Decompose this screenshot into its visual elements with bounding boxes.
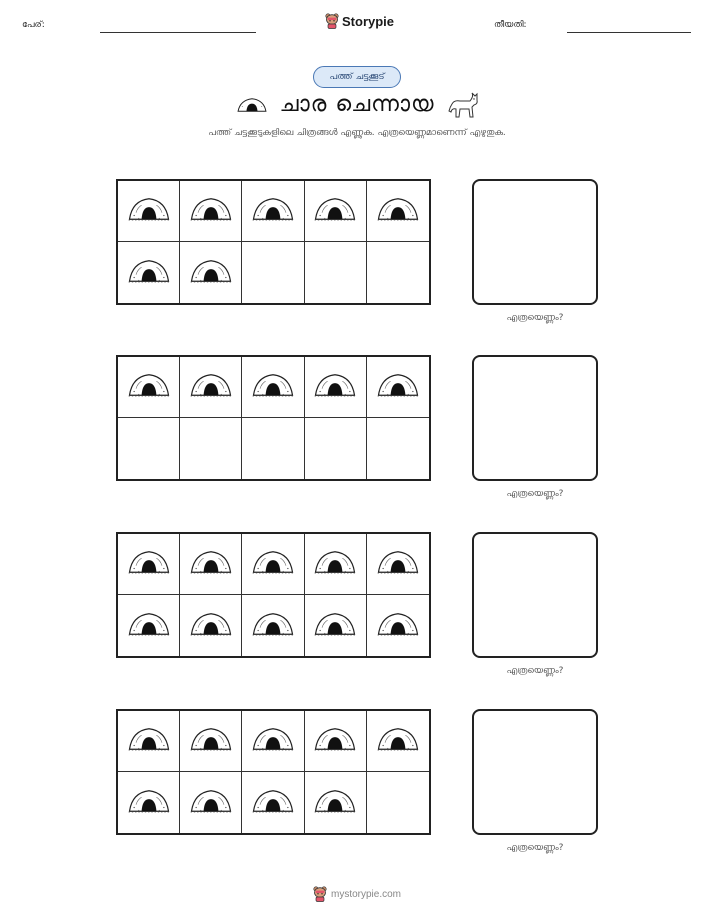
ten-frame-cell [367, 242, 429, 303]
ten-frame-cell [242, 711, 304, 772]
ten-frame-cell [118, 418, 180, 479]
cave-icon [127, 611, 171, 641]
ten-frame-cell [118, 772, 180, 833]
cave-icon [376, 196, 420, 226]
name-line[interactable] [100, 32, 256, 33]
cave-icon [251, 726, 295, 756]
answer-box[interactable] [472, 709, 598, 835]
ten-frame-cell [242, 181, 304, 242]
cave-icon [127, 726, 171, 756]
cave-icon [189, 372, 233, 402]
name-label: പേര്: [22, 20, 45, 30]
ten-frame-cell [367, 595, 429, 656]
ten-frame-cell [367, 357, 429, 418]
ten-frame-cell [305, 181, 367, 242]
ten-frame-cell [118, 711, 180, 772]
cave-icon [189, 196, 233, 226]
footer [0, 886, 714, 902]
cave-icon [251, 196, 295, 226]
bear-mascot-icon [313, 886, 327, 902]
cave-icon [189, 726, 233, 756]
cave-icon [251, 372, 295, 402]
brand-logo [325, 13, 394, 29]
cave-icon [127, 372, 171, 402]
ten-frame-cell [242, 418, 304, 479]
ten-frame-cell [180, 181, 242, 242]
ten-frame-cell [242, 357, 304, 418]
ten-frame-cell [180, 357, 242, 418]
cave-icon [189, 549, 233, 579]
cave-icon [127, 258, 171, 288]
ten-frame [116, 355, 431, 481]
cave-icon [313, 549, 357, 579]
ten-frame-cell [305, 772, 367, 833]
ten-frame-cell [305, 534, 367, 595]
ten-frame-cell [242, 595, 304, 656]
ten-frame [116, 532, 431, 658]
ten-frame-cell [180, 418, 242, 479]
footer-url: mystorypie.com [330, 888, 401, 900]
ten-frame-cell [305, 418, 367, 479]
how-many-label: എത്രയെണ്ണം? [506, 489, 564, 499]
worksheet-tag: പത്ത് ചട്ടക്കൂട് [313, 66, 401, 88]
ten-frame-cell [118, 242, 180, 303]
ten-frame-cell [118, 534, 180, 595]
wolf-icon [446, 90, 480, 122]
how-many-label: എത്രയെണ്ണം? [506, 666, 564, 676]
cave-icon [376, 372, 420, 402]
ten-frame-cell [367, 418, 429, 479]
cave-icon [251, 788, 295, 818]
bear-mascot-icon [325, 13, 339, 29]
how-many-label: എത്രയെണ്ണം? [506, 843, 564, 853]
ten-frame-cell [367, 772, 429, 833]
ten-frame-cell [180, 242, 242, 303]
answer-box[interactable] [472, 179, 598, 305]
date-label: തീയതി: [494, 20, 527, 30]
cave-icon [189, 258, 233, 288]
ten-frame-cell [367, 181, 429, 242]
brand-name: Storypie [342, 13, 395, 29]
ten-frame-cell [242, 534, 304, 595]
cave-icon [251, 611, 295, 641]
ten-frame-cell [242, 242, 304, 303]
cave-icon [189, 788, 233, 818]
ten-frame-cell [367, 534, 429, 595]
cave-icon [127, 196, 171, 226]
cave-icon [127, 549, 171, 579]
ten-frame-cell [180, 711, 242, 772]
ten-frame [116, 709, 431, 835]
ten-frame-cell [180, 534, 242, 595]
date-line[interactable] [567, 32, 691, 33]
cave-icon [376, 726, 420, 756]
cave-icon [251, 549, 295, 579]
ten-frame-cell [367, 711, 429, 772]
cave-icon [313, 788, 357, 818]
ten-frame-cell [305, 711, 367, 772]
ten-frame-cell [180, 595, 242, 656]
how-many-label: എത്രയെണ്ണം? [506, 313, 564, 323]
ten-frame-cell [305, 242, 367, 303]
cave-icon [313, 611, 357, 641]
page-title: ചാര ചെന്നായ [279, 92, 435, 117]
ten-frame [116, 179, 431, 305]
ten-frame-cell [180, 772, 242, 833]
ten-frame-cell [305, 595, 367, 656]
cave-icon [313, 196, 357, 226]
cave-icon [376, 611, 420, 641]
ten-frame-cell [305, 357, 367, 418]
answer-box[interactable] [472, 355, 598, 481]
answer-box[interactable] [472, 532, 598, 658]
instructions: പത്ത് ചട്ടക്കൂടുകളിലെ ചിത്രങ്ങൾ എണ്ണുക. എത്രയെണ്ണമാണെന്ന് എഴുതുക. [208, 128, 506, 138]
cave-icon [313, 726, 357, 756]
ten-frame-cell [118, 595, 180, 656]
cave-icon [189, 611, 233, 641]
ten-frame-cell [242, 772, 304, 833]
ten-frame-cell [118, 181, 180, 242]
ten-frame-cell [118, 357, 180, 418]
cave-icon [313, 372, 357, 402]
cave-icon [127, 788, 171, 818]
cave-icon [376, 549, 420, 579]
